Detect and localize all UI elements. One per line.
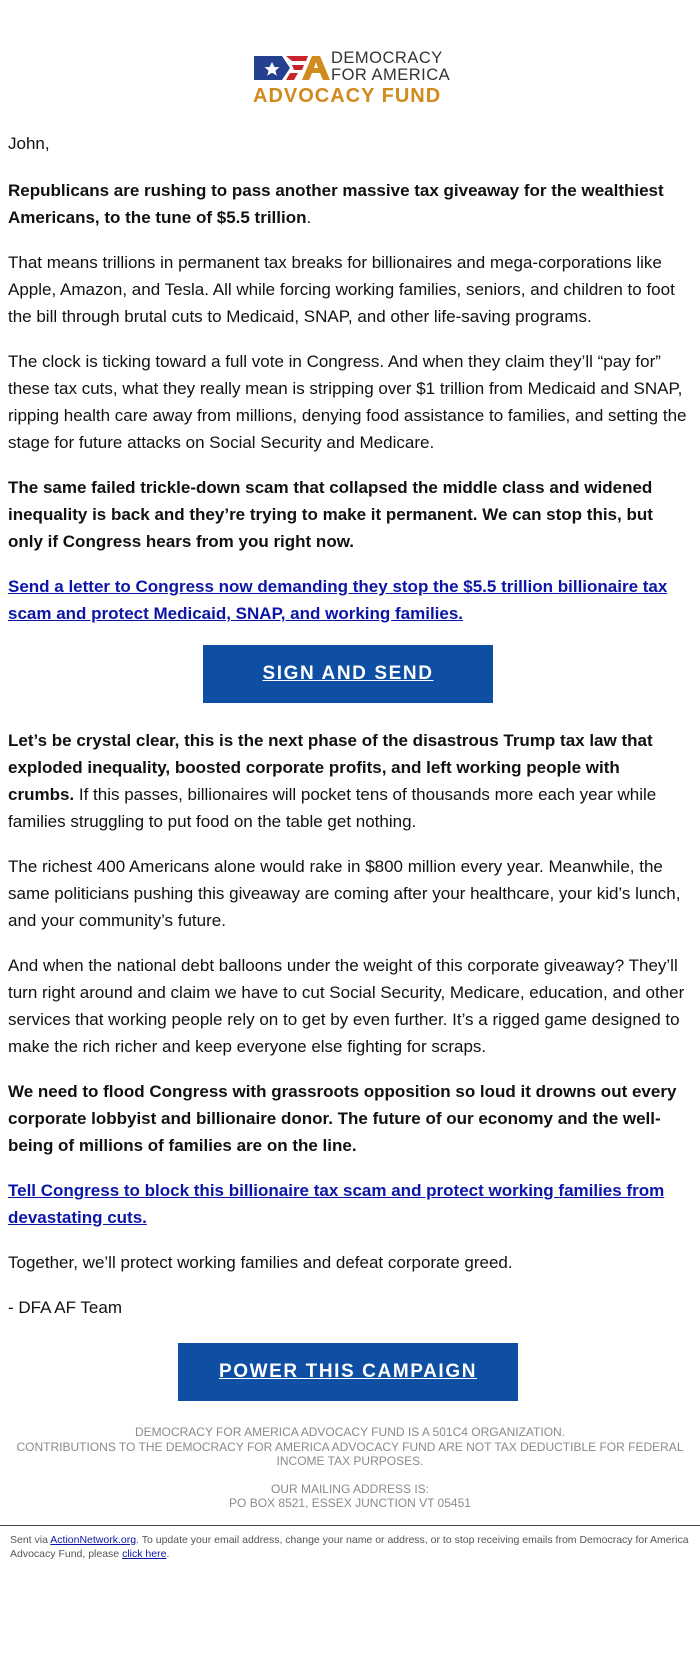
sent-via-prefix: Sent via xyxy=(10,1533,51,1546)
sent-via-end: . xyxy=(166,1547,170,1560)
dfa-logo[interactable] xyxy=(252,48,452,108)
footer-tax-notice: CONTRIBUTIONS TO THE DEMOCRACY FOR AMERICA ADVOCACY FUND ARE NOT TAX DEDUCTIBLE FOR FEDERAL INCOME TAX PURPOSES. xyxy=(16,1439,684,1468)
flood-congress-bold: We need to flood Congress with grassroots opposition so loud it drowns out every corporate lobbyist and billionaire donor. The future of our economy and the well-being of millions of families are on the line. xyxy=(8,1082,677,1155)
paragraph-richest-400: The richest 400 Americans alone would rake in $800 million every year. Meanwhile, the same politicians pushing this giveaway are coming after your healthcare, your kid’s lunch, and your community’s future. xyxy=(8,857,681,930)
paragraph-national-debt: And when the national debt balloons under the weight of this corporate giveaway? They’ll turn right around and claim we have to cut Social Security, Medicare, education, and other services that working people rely on to get by even further. It’s a rigged game designed to make the rich richer and keep everyone else fighting for scraps. xyxy=(8,956,685,1056)
email-body xyxy=(0,130,696,1401)
paragraph-flood-congress xyxy=(8,1078,688,1159)
logo-line-3: ADVOCACY FUND xyxy=(253,85,442,107)
paragraph-trickle-down xyxy=(8,474,688,555)
footer-mailing-address: PO BOX 8521, ESSEX JUNCTION VT 05451 xyxy=(229,1496,471,1510)
sent-via-notice xyxy=(0,1526,700,1561)
crystal-clear-bold: Let’s be crystal clear, this is the next phase of the disastrous Trump tax law that exploded inequality, boosted corporate profits, and left working people with crumbs. xyxy=(8,731,653,804)
send-letter-link[interactable]: Send a letter to Congress now demanding they stop the $5.5 trillion billionaire tax scam and protect Medicaid, SNAP, and working families. xyxy=(8,577,668,623)
crystal-clear-rest: If this passes, billionaires will pocket tens of thousands more each year while families struggling to put food on the table get nothing. xyxy=(8,785,657,831)
paragraph-together: Together, we’ll protect working families and defeat corporate greed. xyxy=(8,1253,513,1272)
footer-mailing-label: OUR MAILING ADDRESS IS: xyxy=(270,1481,430,1496)
unsubscribe-link[interactable]: click here xyxy=(122,1547,167,1560)
logo-line-1: DEMOCRACY xyxy=(331,49,443,67)
intro-bold: Republicans are rushing to pass another massive tax giveaway for the wealthiest Americans, to the tune of $5.5 trillion xyxy=(8,181,664,227)
logo-line-2: FOR AMERICA xyxy=(331,66,451,84)
legal-footer xyxy=(0,1425,700,1511)
paragraph-crystal-clear xyxy=(8,727,688,835)
button-wrapper-1 xyxy=(8,645,688,703)
paragraph-tax-breaks: That means trillions in permanent tax breaks for billionaires and mega-corporations like Apple, Amazon, and Tesla. All while forcing working families, seniors, and children to foot the bill through brutal cuts to Medicaid, SNAP, and other life-saving programs. xyxy=(8,253,675,326)
dfa-flag-logo-icon xyxy=(252,54,330,82)
sent-via-middle: . To update your email address, change your name or address, or to stop receiving emails from Democracy for America Advocacy Fund, please xyxy=(10,1533,689,1560)
paragraph-link-2 xyxy=(8,1177,688,1231)
power-this-campaign-button[interactable]: POWER THIS CAMPAIGN xyxy=(178,1343,518,1401)
button-wrapper-2 xyxy=(8,1339,688,1401)
greeting: John, xyxy=(8,134,50,153)
intro-end: . xyxy=(306,208,312,227)
tell-congress-link[interactable]: Tell Congress to block this billionaire tax scam and protect working families from devastating cuts. xyxy=(8,1181,665,1227)
email-header xyxy=(0,0,700,130)
actionnetwork-link[interactable]: ActionNetwork.org xyxy=(50,1533,137,1546)
signoff: - DFA AF Team xyxy=(8,1298,123,1317)
trickle-down-bold: The same failed trickle-down scam that collapsed the middle class and widened inequality is back and they’re trying to make it permanent. We can stop this, but only if Congress hears from you right now. xyxy=(8,478,653,551)
paragraph-clock-ticking: The clock is ticking toward a full vote in Congress. And when they claim they’ll “pay for” these tax cuts, what they really mean is stripping over $1 trillion from Medicaid and SNAP, ripping health care away from millions, denying food assistance to families, and setting the stage for future attacks on Social Security and Medicare. xyxy=(8,352,687,452)
paragraph-link-1 xyxy=(8,573,688,627)
footer-org-status: DEMOCRACY FOR AMERICA ADVOCACY FUND IS A 501C4 ORGANIZATION. xyxy=(134,1425,566,1439)
sign-and-send-button[interactable]: SIGN AND SEND xyxy=(203,645,493,703)
intro-paragraph xyxy=(8,177,688,231)
